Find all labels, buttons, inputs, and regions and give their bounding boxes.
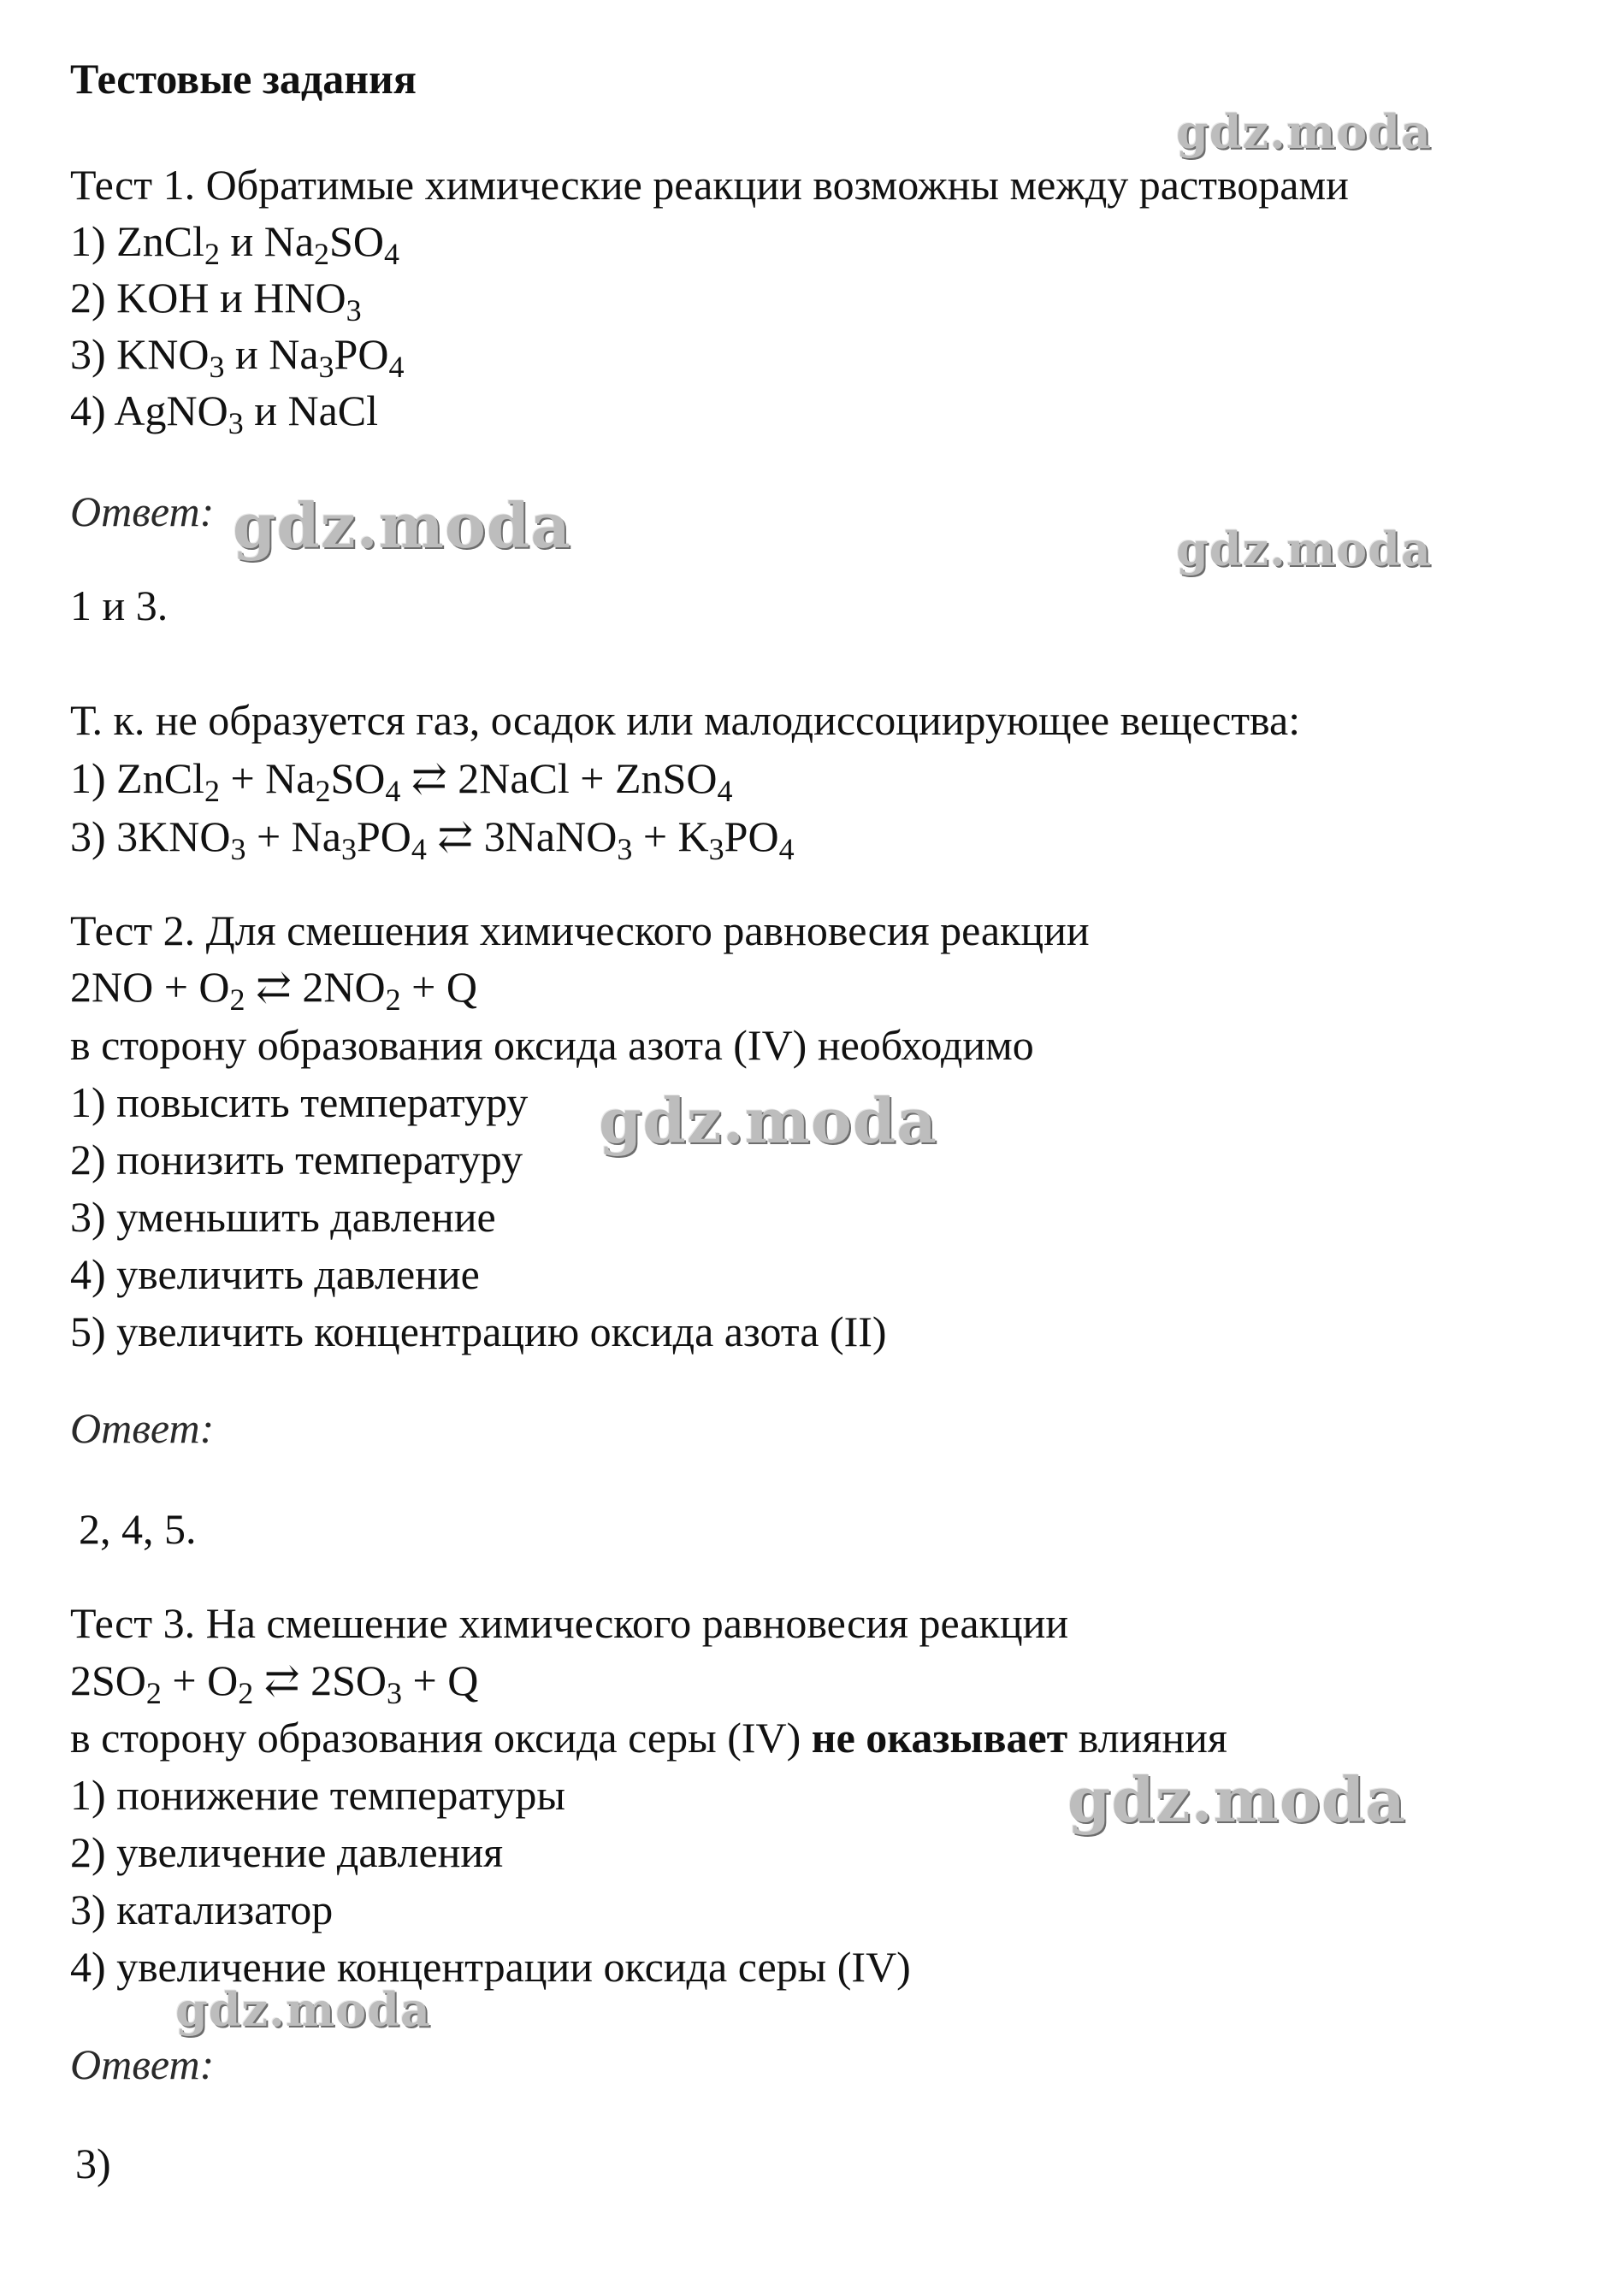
test-1-explanation: Т. к. не образуется газ, осадок или малодиссоциирующее вещества: <box>70 696 1301 744</box>
watermark: gdz.moda <box>175 1982 431 2037</box>
test-2-answer: 2, 4, 5. <box>79 1505 197 1553</box>
watermark: gdz.moda <box>1067 1763 1406 1836</box>
test-1-answer-label: Ответ: <box>70 487 215 535</box>
test-1-answer: 1 и 3. <box>70 581 168 629</box>
test-3-option-3: 3) катализатор <box>70 1886 334 1933</box>
test-1-question: Тест 1. Обратимые химические реакции возможны между растворами <box>70 161 1349 209</box>
test-1-equation-1: 1) ZnCl$_2$ + $Na_2SO_4$ ⇄ 2NaCl + ZnSO$_4$ <box>70 754 733 809</box>
test-2-option-4: 4) увеличить давление <box>70 1250 480 1298</box>
test-2-option-2: 2) понизить температуру <box>70 1136 523 1183</box>
test-1-option-4: 4) AgNO$_3$ и NaCl <box>70 387 379 441</box>
test-3-option-1: 1) понижение температуры <box>70 1771 566 1819</box>
test-1-option-2: 2) KOH и $HNO_3$ <box>70 274 362 328</box>
watermark: gdz.moda <box>1176 522 1432 576</box>
test-2-question: Тест 2. Для смешения химического равновесия реакции <box>70 906 1090 954</box>
test-2-option-5: 5) увеличить концентрацию оксида азота (II) <box>70 1307 887 1355</box>
test-1-option-3: 3) $KNO_3$ и $Na_3PO_4$ <box>70 330 405 385</box>
test-1-option-1: 1) ZnCl$_2$ и $Na_2SO_4$ <box>70 217 399 272</box>
test-1-equation-3: 3) $3KNO_3 + Na_3PO_4$ ⇄ 3NaNO$_3$ + $K_3PO_4$ <box>70 812 795 867</box>
test-2-reaction: $2NO + O_2$ ⇄ $2NO_2 + Q$ <box>70 963 477 1018</box>
test-3-option-2: 2) увеличение давления <box>70 1828 504 1876</box>
watermark: gdz.moda <box>599 1084 937 1157</box>
test-3-reaction: $2SO_2 + O_2$ ⇄ $2SO_3 + Q$ <box>70 1656 479 1711</box>
watermark: gdz.moda <box>1176 104 1432 159</box>
test-2-option-1: 1) повысить температуру <box>70 1078 529 1126</box>
page-title: Тестовые задания <box>70 55 417 103</box>
test-3-answer-label: Ответ: <box>70 2040 215 2088</box>
test-2-question-cont: в сторону образования оксида азота (IV) необходимо <box>70 1021 1034 1069</box>
test-3-question: Тест 3. На смешение химического равновесия реакции <box>70 1599 1069 1647</box>
test-3-option-4: 4) увеличение концентрации оксида серы (IV) <box>70 1943 911 1991</box>
test-3-answer: 3) <box>75 2140 111 2187</box>
test-2-answer-label: Ответ: <box>70 1404 215 1452</box>
test-3-question-cont: в сторону образования оксида серы (IV) не оказывает влияния <box>70 1714 1227 1762</box>
watermark: gdz.moda <box>233 489 571 562</box>
emphasis-not-affect: не оказывает <box>811 1714 1068 1762</box>
test-2-option-3: 3) уменьшить давление <box>70 1193 496 1241</box>
